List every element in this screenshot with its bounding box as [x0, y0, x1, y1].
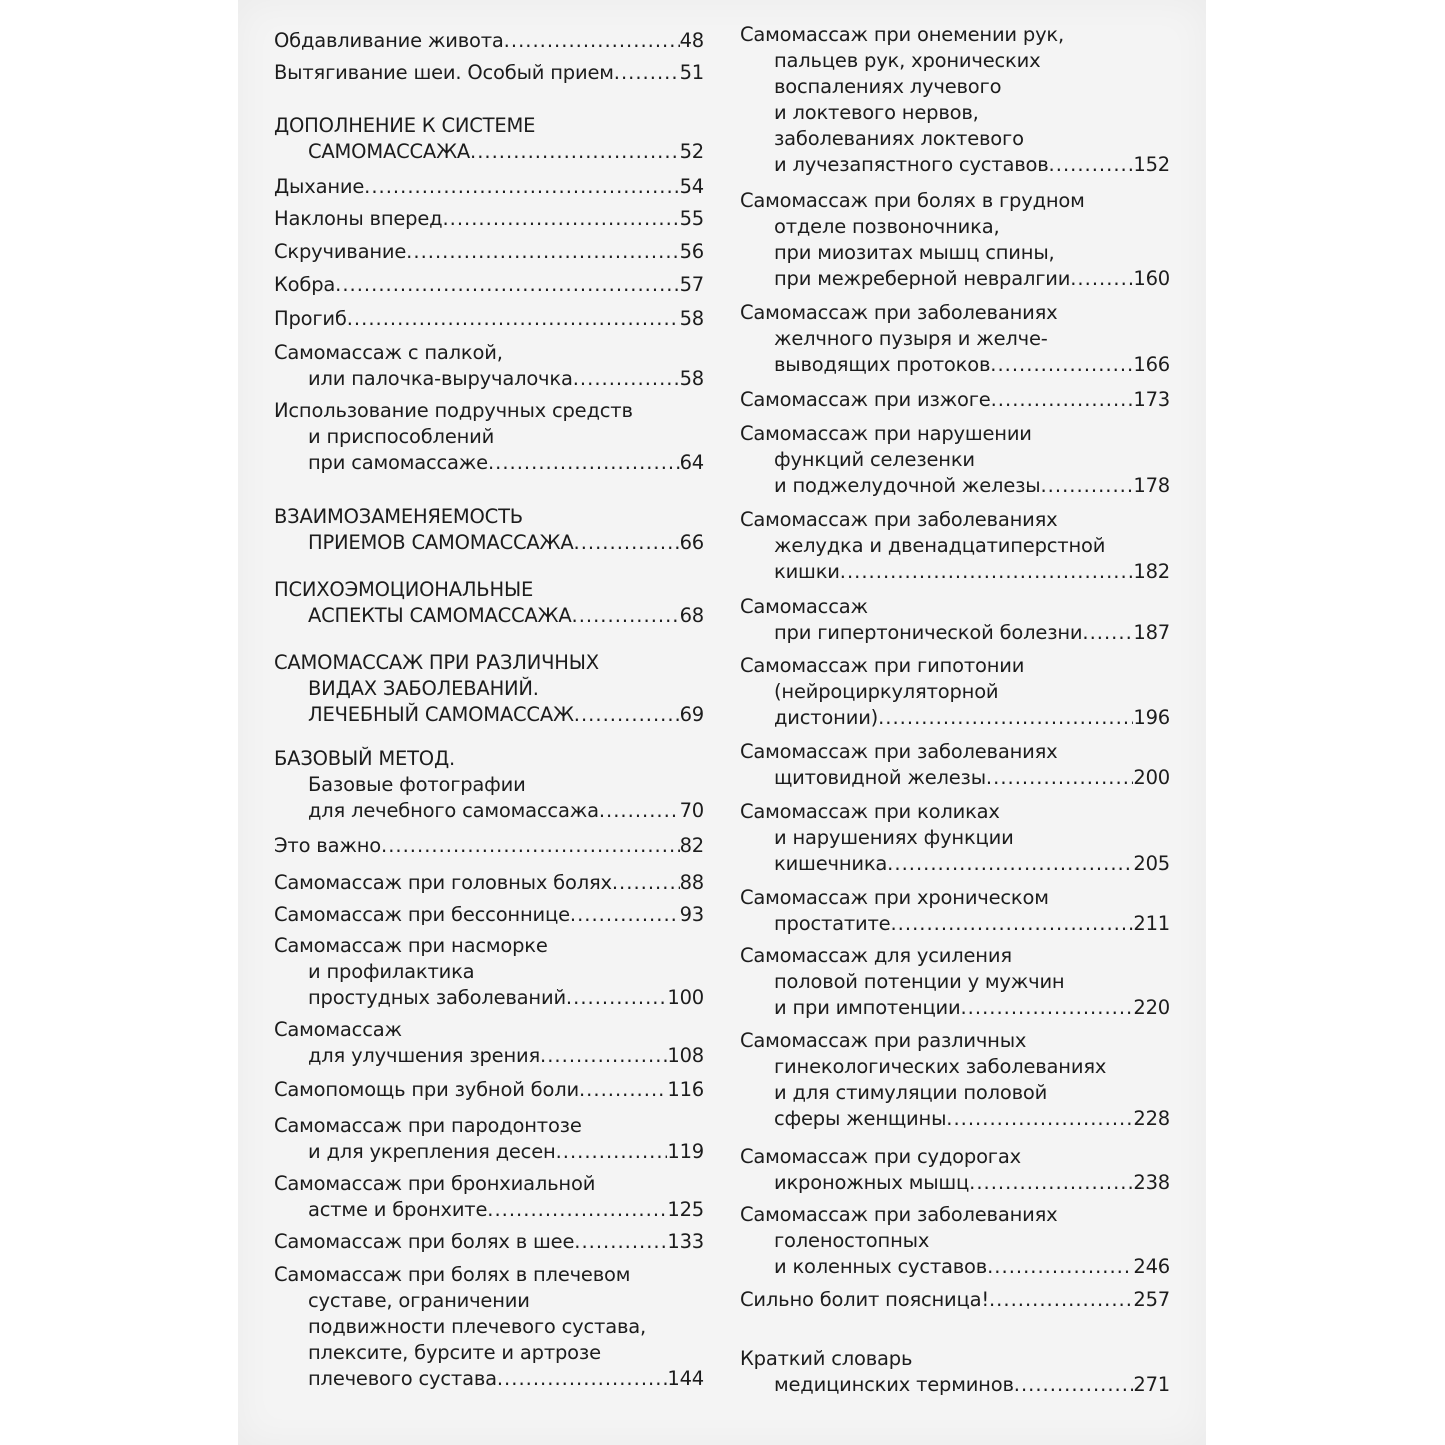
toc-entry-last-line [274, 1077, 704, 1103]
toc-entry-line: Самомассаж при насморке [274, 934, 548, 957]
toc-entry-last-line [274, 206, 704, 232]
toc-entry-line: голеностопных [774, 1229, 930, 1252]
dot-leader [991, 387, 1134, 413]
toc-page-number: 119 [667, 1140, 704, 1163]
toc-entry [740, 1028, 1170, 1132]
toc-page-number: 82 [679, 834, 704, 857]
toc-entry-title: Обдавливание живота [274, 29, 504, 52]
dot-leader [1082, 620, 1133, 646]
toc-entry-last-line [274, 1043, 704, 1069]
toc-entry-title: кишки [774, 560, 840, 583]
toc-page-number: 238 [1133, 1171, 1170, 1194]
toc-entry [740, 943, 1170, 1021]
toc-entry-line: Самомассаж [274, 1018, 402, 1041]
toc-entry [274, 113, 704, 165]
toc-page-number: 152 [1133, 153, 1170, 176]
toc-entry-title: простатите [774, 912, 891, 935]
toc-entry [740, 1287, 1170, 1313]
toc-page-number: 48 [679, 29, 704, 52]
toc-entry-line: и профилактика [308, 960, 475, 983]
toc-entry [274, 174, 704, 200]
toc-entry [274, 1229, 704, 1255]
toc-entry-last-line [274, 1197, 704, 1223]
dot-leader [572, 603, 680, 629]
dot-leader [574, 530, 680, 556]
dot-leader [573, 366, 680, 392]
toc-entry-last-line [274, 870, 704, 896]
toc-entry-title: Скручивание [274, 240, 407, 263]
toc-entry [274, 60, 704, 86]
dot-leader [989, 1287, 1133, 1313]
toc-entry-title: плечевого сустава [308, 1367, 497, 1390]
toc-entry-line: Самомассаж с палкой, [274, 341, 503, 364]
toc-entry-line: Самомассаж [740, 595, 868, 618]
toc-page-number: 68 [679, 604, 704, 627]
toc-page-number: 182 [1133, 560, 1170, 583]
toc-entry-line: Самомассаж при заболеваниях [740, 1203, 1058, 1226]
toc-entry-last-line [274, 530, 704, 556]
toc-entry-last-line [274, 272, 704, 298]
toc-entry-line: (нейроциркуляторной [774, 680, 999, 703]
toc-page-number: 57 [679, 273, 704, 296]
toc-page-number: 108 [667, 1044, 704, 1067]
toc-entry-last-line [274, 239, 704, 265]
toc-entry-title: и для укрепления десен [308, 1140, 556, 1163]
dot-leader [960, 995, 1133, 1021]
toc-entry [274, 1017, 704, 1069]
dot-leader [969, 1170, 1133, 1196]
toc-entry-line: БАЗОВЫЙ МЕТОД. [274, 747, 455, 770]
toc-entry [274, 833, 704, 859]
dot-leader [986, 765, 1133, 791]
toc-entry-title: Дыхание [274, 175, 365, 198]
toc-entry-line: и для стимуляции половой [774, 1081, 1048, 1104]
toc-entry-line: САМОМАССАЖ ПРИ РАЗЛИЧНЫХ [274, 651, 599, 674]
toc-page-number: 51 [679, 61, 704, 84]
toc-page-number: 55 [679, 207, 704, 230]
toc-page-number: 100 [667, 986, 704, 1009]
toc-entry-title: САМОМАССАЖА [308, 140, 471, 163]
toc-page-number: 271 [1133, 1373, 1170, 1396]
toc-entry-line: половой потенции у мужчин [774, 970, 1065, 993]
toc-entry-last-line [274, 902, 704, 928]
toc-entry-title: и при импотенции [774, 996, 961, 1019]
toc-entry-title: щитовидной железы [774, 766, 986, 789]
toc-entry-title: Самомассаж при головных болях [274, 871, 612, 894]
toc-entry-last-line [274, 603, 704, 629]
toc-entry [274, 306, 704, 332]
toc-entry [740, 594, 1170, 646]
toc-entry-title: ПРИЕМОВ САМОМАССАЖА [308, 531, 574, 554]
toc-entry-last-line [274, 1366, 704, 1392]
toc-column-right [740, 0, 1170, 1445]
toc-entry-last-line [740, 995, 1170, 1021]
toc-page-number: 133 [667, 1230, 704, 1253]
toc-entry-last-line [274, 174, 704, 200]
toc-entry-title: Самомассаж при изжоге [740, 388, 991, 411]
toc-entry-line: гинекологических заболеваниях [774, 1055, 1107, 1078]
toc-page-number: 187 [1133, 621, 1170, 644]
toc-entry-line: при миозитах мышц спины, [774, 241, 1055, 264]
dot-leader [612, 870, 680, 896]
toc-entry-last-line [740, 1287, 1170, 1313]
toc-entry [740, 188, 1170, 292]
toc-entry-last-line [740, 1106, 1170, 1132]
book-page [238, 0, 1206, 1445]
toc-entry-last-line [740, 266, 1170, 292]
toc-entry [274, 504, 704, 556]
toc-entry-title: для лечебного самомассажа [308, 799, 599, 822]
toc-page-number: 211 [1133, 912, 1170, 935]
toc-entry-last-line [274, 833, 704, 859]
toc-entry [740, 387, 1170, 413]
toc-page-number: 58 [679, 367, 704, 390]
toc-entry [740, 1202, 1170, 1280]
toc-page-number: 160 [1133, 267, 1170, 290]
toc-page-number: 125 [667, 1198, 704, 1221]
toc-entry-line: пальцев рук, хронических [774, 49, 1041, 72]
dot-leader [574, 702, 680, 728]
toc-entry-line: плексите, бурсите и артрозе [308, 1341, 601, 1364]
toc-page-number: 54 [679, 175, 704, 198]
toc-entry-last-line [274, 306, 704, 332]
dot-leader [556, 1139, 668, 1165]
toc-entry [274, 1077, 704, 1103]
toc-entry-title: Самомассаж при болях в шее [274, 1230, 575, 1253]
toc-page-number: 116 [667, 1078, 704, 1101]
dot-leader [347, 306, 680, 332]
toc-entry-line: желудка и двенадцатиперстной [774, 534, 1106, 557]
toc-entry [274, 272, 704, 298]
toc-entry-last-line [274, 28, 704, 54]
toc-entry-last-line [274, 366, 704, 392]
toc-page-number: 166 [1133, 353, 1170, 376]
toc-entry-title: простудных заболеваний [308, 986, 566, 1009]
toc-entry [274, 870, 704, 896]
toc-entry [740, 507, 1170, 585]
toc-page-number: 58 [679, 307, 704, 330]
toc-entry-title: при самомассаже [308, 451, 488, 474]
toc-entry-title: медицинских терминов [774, 1373, 1014, 1396]
toc-entry-line: Самомассаж при бронхиальной [274, 1172, 596, 1195]
toc-page-number: 93 [679, 903, 704, 926]
toc-page-number: 246 [1133, 1255, 1170, 1278]
toc-entry [274, 933, 704, 1011]
toc-column-left [274, 0, 704, 1445]
toc-entry-line: подвижности плечевого сустава, [308, 1315, 646, 1338]
toc-entry-last-line [740, 911, 1170, 937]
toc-entry [740, 739, 1170, 791]
toc-entry-title: Наклоны вперед [274, 207, 443, 230]
toc-entry-line: Краткий словарь [740, 1347, 913, 1370]
toc-entry-line: Самомассаж при заболеваниях [740, 508, 1058, 531]
toc-page-number: 196 [1133, 706, 1170, 729]
dot-leader [504, 28, 680, 54]
toc-entry-line: и локтевого нервов, [774, 101, 979, 124]
toc-page-number: 178 [1133, 474, 1170, 497]
toc-entry-line: Самомассаж при судорогах [740, 1145, 1021, 1168]
toc-entry-line: Самомассаж при нарушении [740, 422, 1032, 445]
toc-page-number: 205 [1133, 852, 1170, 875]
toc-entry-last-line [740, 473, 1170, 499]
toc-entry-line: Самомассаж при различных [740, 1029, 1027, 1052]
dot-leader [890, 911, 1133, 937]
toc-entry-title: Вытягивание шеи. Особый прием [274, 61, 614, 84]
toc-entry [274, 1113, 704, 1165]
toc-entry-last-line [740, 705, 1170, 731]
dot-leader [442, 206, 679, 232]
toc-entry-title: при межреберной невралгии [774, 267, 1071, 290]
toc-entry-line: Самомассаж при коликах [740, 800, 1000, 823]
toc-entry-line: функций селезенки [774, 448, 975, 471]
toc-entry-title: при гипертонической болезни [774, 621, 1083, 644]
toc-entry-last-line [274, 60, 704, 86]
dot-leader [990, 352, 1133, 378]
toc-entry-line: Базовые фотографии [308, 773, 526, 796]
toc-entry-line: Самомассаж при онемении рук, [740, 23, 1064, 46]
toc-entry-title: Прогиб [274, 307, 347, 330]
toc-entry-title: сферы женщины [774, 1107, 947, 1130]
dot-leader [887, 851, 1133, 877]
toc-entry [740, 885, 1170, 937]
toc-entry-title: Кобра [274, 273, 336, 296]
toc-page-number: 220 [1133, 996, 1170, 1019]
dot-leader [364, 174, 679, 200]
dot-leader [599, 798, 680, 824]
toc-entry-line: суставе, ограничении [308, 1289, 530, 1312]
dot-leader [1049, 152, 1134, 178]
dot-leader [1040, 473, 1133, 499]
toc-entry [274, 398, 704, 476]
toc-entry-title: и поджелудочной железы [774, 474, 1041, 497]
toc-entry-last-line [274, 450, 704, 476]
toc-entry-title: Сильно болит поясница! [740, 1288, 989, 1311]
toc-entry-line: и нарушениях функции [774, 826, 1014, 849]
toc-entry [274, 577, 704, 629]
toc-entry [740, 421, 1170, 499]
toc-entry-line: ДОПОЛНЕНИЕ К СИСТЕМЕ [274, 114, 536, 137]
toc-page-number: 52 [679, 140, 704, 163]
toc-entry-line: Самомассаж при заболеваниях [740, 301, 1058, 324]
toc-entry-last-line [740, 1170, 1170, 1196]
toc-entry-title: для улучшения зрения [308, 1044, 541, 1067]
toc-entry-line: ВЗАИМОЗАМЕНЯЕМОСТЬ [274, 505, 523, 528]
toc-entry-line: Самомассаж для усиления [740, 944, 1012, 967]
toc-entry-title: дистонии) [774, 706, 879, 729]
toc-entry [274, 1171, 704, 1223]
toc-entry-line: Использование подручных средств [274, 399, 633, 422]
toc-entry-title: выводящих протоков [774, 353, 991, 376]
dot-leader [335, 272, 679, 298]
toc-entry [274, 28, 704, 54]
toc-entry-last-line [274, 139, 704, 165]
toc-entry-line: Самомассаж при болях в грудном [740, 189, 1085, 212]
toc-page-number: 88 [679, 871, 704, 894]
dot-leader [878, 705, 1133, 731]
toc-page-number: 257 [1133, 1288, 1170, 1311]
toc-page-number: 70 [679, 799, 704, 822]
toc-entry-last-line [740, 620, 1170, 646]
toc-entry-line: желчного пузыря и желче- [774, 327, 1048, 350]
dot-leader [488, 450, 680, 476]
toc-entry-line: Самомассаж при пародонтозе [274, 1114, 582, 1137]
toc-page-number: 69 [679, 703, 704, 726]
toc-entry-last-line [740, 765, 1170, 791]
toc-entry-title: Самопомощь при зубной боли [274, 1078, 579, 1101]
toc-entry-last-line [740, 387, 1170, 413]
toc-page-number: 64 [679, 451, 704, 474]
toc-page-number: 200 [1133, 766, 1170, 789]
toc-entry-line: Самомассаж при заболеваниях [740, 740, 1058, 763]
toc-page-number: 144 [667, 1367, 704, 1390]
toc-entry-last-line [274, 1229, 704, 1255]
toc-entry-title: икроножных мышц [774, 1171, 970, 1194]
toc-entry-last-line [274, 702, 704, 728]
dot-leader [540, 1043, 667, 1069]
toc-entry-line: Самомассаж при гипотонии [740, 654, 1025, 677]
toc-entry-line: заболеваниях локтевого [774, 127, 1024, 150]
toc-entry [274, 206, 704, 232]
dot-leader [570, 902, 680, 928]
toc-entry-last-line [740, 559, 1170, 585]
toc-entry-line: ПСИХОЭМОЦИОНАЛЬНЫЕ [274, 578, 534, 601]
toc-entry-last-line [274, 1139, 704, 1165]
toc-page-number: 56 [679, 240, 704, 263]
toc-entry-title: Самомассаж при бессоннице [274, 903, 570, 926]
toc-entry-last-line [740, 352, 1170, 378]
dot-leader [1014, 1372, 1134, 1398]
toc-page-number: 173 [1133, 388, 1170, 411]
toc-entry-title: кишечника [774, 852, 888, 875]
toc-entry-line: отделе позвоночника, [774, 215, 1000, 238]
toc-entry-title: астме и бронхите [308, 1198, 488, 1221]
toc-entry [740, 653, 1170, 731]
toc-entry-last-line [274, 798, 704, 824]
toc-entry [740, 1144, 1170, 1196]
toc-entry [274, 650, 704, 728]
toc-entry-line: Самомассаж при болях в плечевом [274, 1263, 631, 1286]
dot-leader [840, 559, 1134, 585]
toc-entry-line: Самомассаж при хроническом [740, 886, 1049, 909]
toc-entry-last-line [274, 985, 704, 1011]
toc-entry [740, 22, 1170, 178]
toc-entry-last-line [740, 851, 1170, 877]
dot-leader [566, 985, 667, 1011]
toc-entry [740, 1346, 1170, 1398]
toc-entry-title: ЛЕЧЕБНЫЙ САМОМАССАЖ [308, 703, 574, 726]
dot-leader [614, 60, 680, 86]
toc-entry [274, 239, 704, 265]
toc-entry-title: и лучезапястного суставов [774, 153, 1049, 176]
dot-leader [487, 1197, 667, 1223]
toc-entry-title: Это важно [274, 834, 381, 857]
toc-entry [274, 340, 704, 392]
toc-entry [740, 799, 1170, 877]
dot-leader [470, 139, 680, 165]
dot-leader [987, 1254, 1133, 1280]
dot-leader [381, 833, 680, 859]
dot-leader [574, 1229, 667, 1255]
toc-entry-last-line [740, 1254, 1170, 1280]
toc-entry-title: АСПЕКТЫ САМОМАССАЖА [308, 604, 572, 627]
toc-entry-line: и приспособлений [308, 425, 495, 448]
toc-entry [740, 300, 1170, 378]
dot-leader [579, 1077, 667, 1103]
toc-entry-line: воспалениях лучевого [774, 75, 1002, 98]
toc-entry [274, 1262, 704, 1392]
toc-entry [274, 902, 704, 928]
toc-entry-title: или палочка-выручалочка [308, 367, 573, 390]
toc-page-number: 66 [679, 531, 704, 554]
toc-entry-line: ВИДАХ ЗАБОЛЕВАНИЙ. [308, 677, 539, 700]
dot-leader [497, 1366, 668, 1392]
toc-entry [274, 746, 704, 824]
toc-entry-title: и коленных суставов [774, 1255, 988, 1278]
toc-entry-last-line [740, 152, 1170, 178]
dot-leader [1070, 266, 1133, 292]
toc-entry-last-line [740, 1372, 1170, 1398]
dot-leader [406, 239, 679, 265]
toc-page-number: 228 [1133, 1107, 1170, 1130]
dot-leader [946, 1106, 1133, 1132]
